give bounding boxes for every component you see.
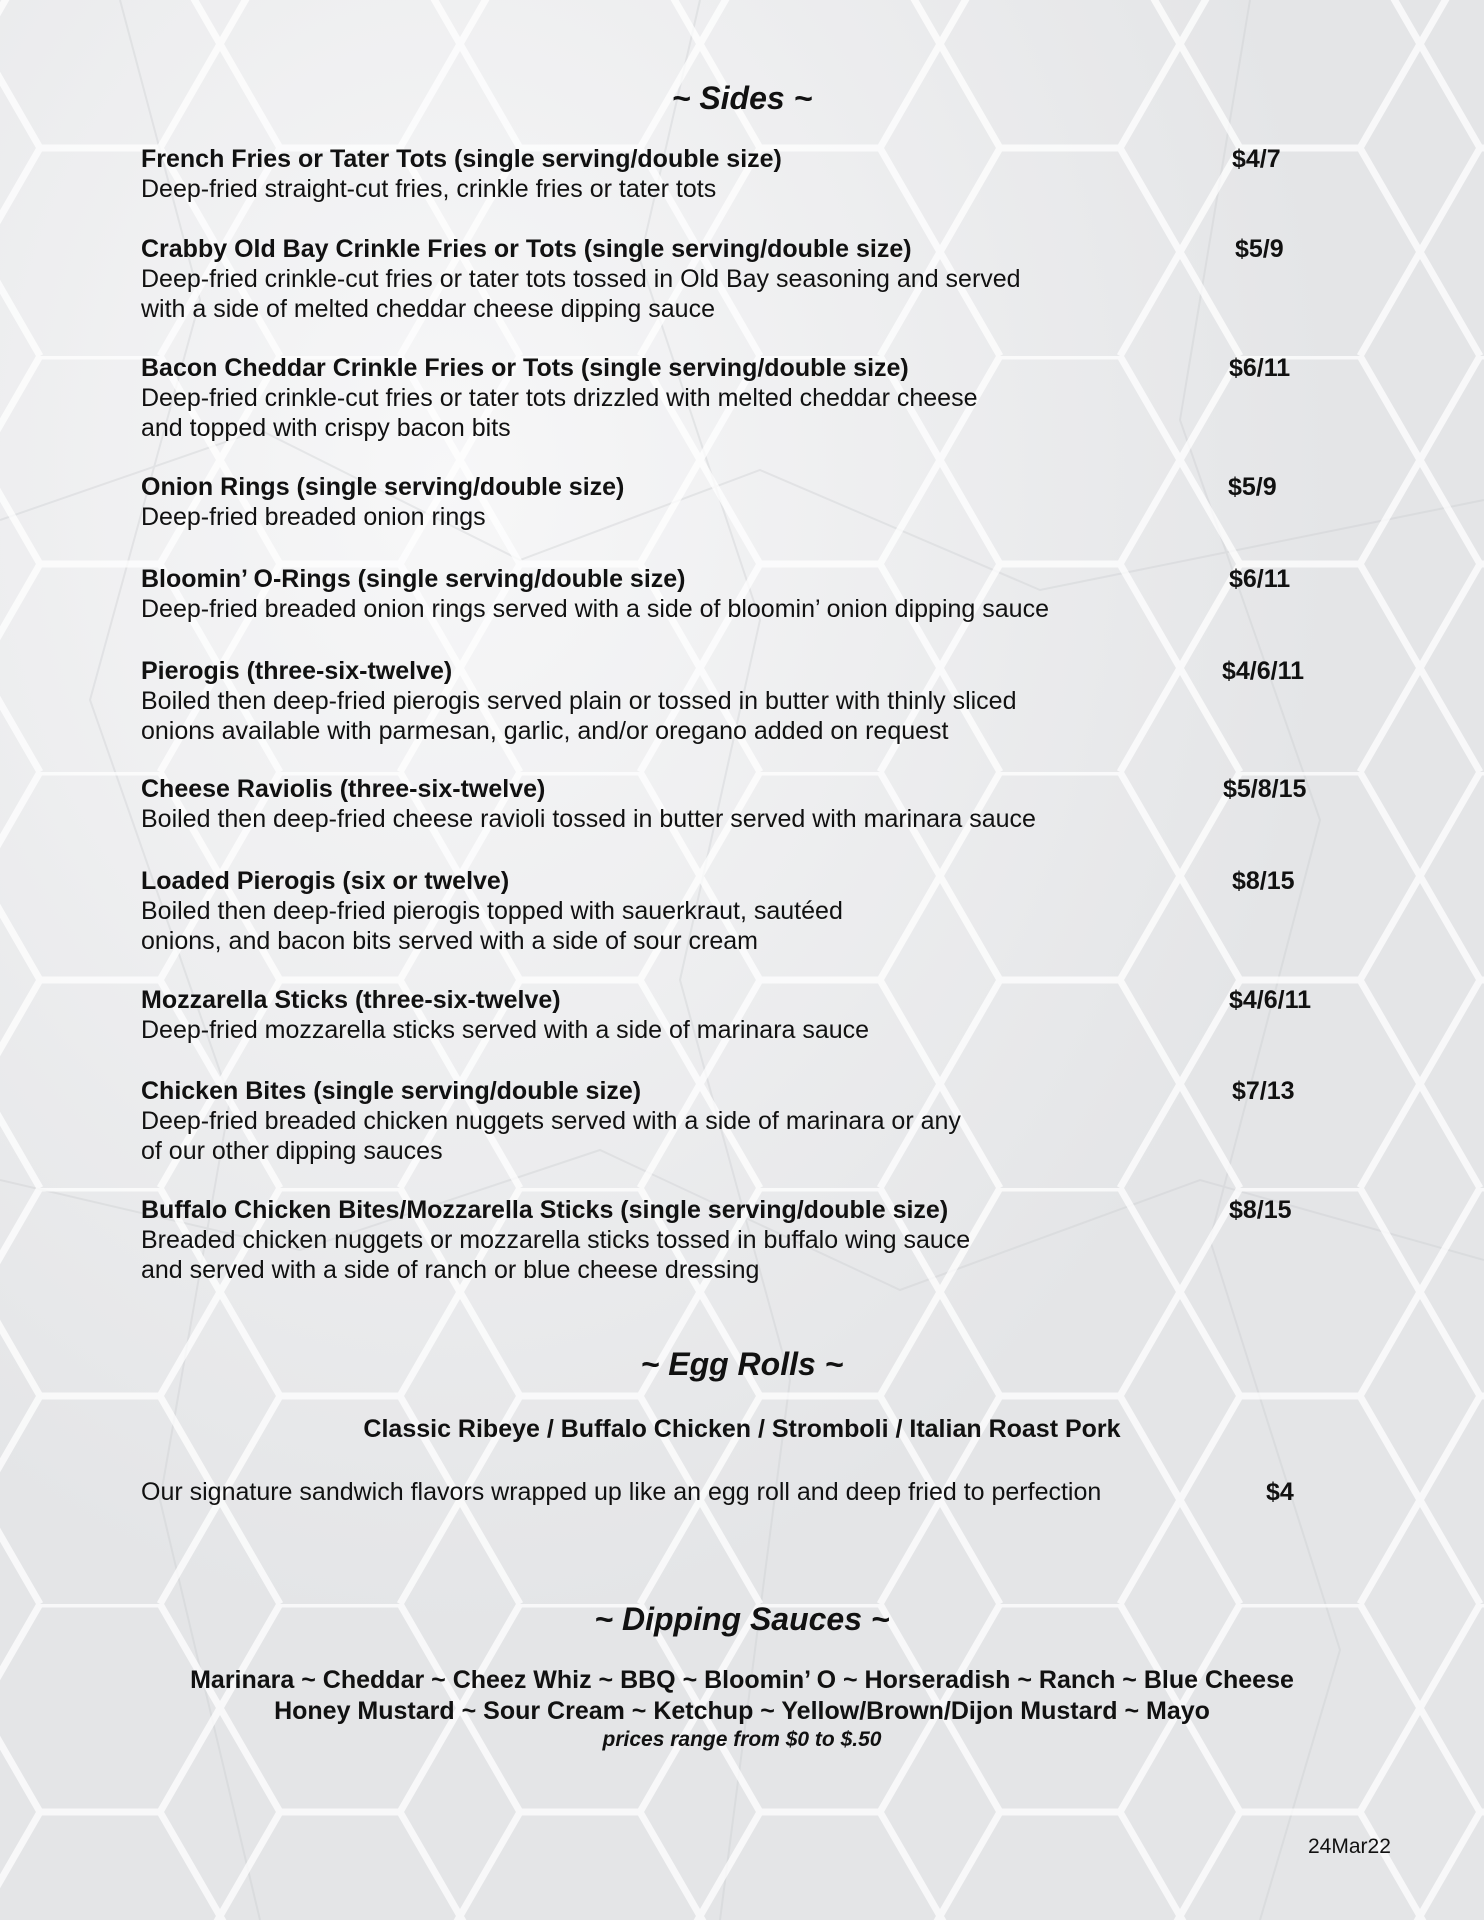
sauce-list-line-1: Marinara ~ Cheddar ~ Cheez Whiz ~ BBQ ~ Bloomin’ O ~ Horseradish ~ Ranch ~ Blue Cheese <box>190 1666 1294 1694</box>
menu-item <box>141 472 1341 532</box>
sauce-price-note: prices range from $0 to $.50 <box>602 1728 882 1751</box>
item-name: Bloomin’ O-Rings (single serving/double size) <box>141 565 686 593</box>
item-price: $4/7 <box>1232 145 1281 173</box>
item-name: Crabby Old Bay Crinkle Fries or Tots (single serving/double size) <box>141 235 912 263</box>
menu-item <box>141 234 1341 324</box>
item-price: $7/13 <box>1232 1077 1295 1105</box>
item-price: $4/6/11 <box>1229 986 1312 1014</box>
item-description: Boiled then deep-fried cheese ravioli tossed in butter served with marinara sauce <box>141 805 1036 833</box>
egg-roll-description: Our signature sandwich flavors wrapped up like an egg roll and deep fried to perfection <box>141 1478 1102 1506</box>
item-name: Buffalo Chicken Bites/Mozzarella Sticks (single serving/double size) <box>141 1196 949 1224</box>
item-name: Cheese Raviolis (three-six-twelve) <box>141 775 546 803</box>
item-description: Breaded chicken nuggets or mozzarella sticks tossed in buffalo wing sauce and served with a side of ranch or blue cheese dressing <box>141 1226 971 1284</box>
menu-item <box>141 1076 1341 1166</box>
menu-item <box>141 985 1341 1045</box>
item-name: Onion Rings (single serving/double size) <box>141 473 625 501</box>
menu-item <box>141 866 1341 956</box>
egg-rolls-title: ~ Egg Rolls ~ <box>640 1346 844 1382</box>
egg-roll-flavors: Classic Ribeye / Buffalo Chicken / Stromboli / Italian Roast Pork <box>363 1415 1121 1443</box>
item-name: Mozzarella Sticks (three-six-twelve) <box>141 986 561 1014</box>
item-name: Pierogis (three-six-twelve) <box>141 657 453 685</box>
item-price: $6/11 <box>1229 354 1291 382</box>
menu-item <box>141 564 1341 624</box>
item-description: Deep-fried straight-cut fries, crinkle fries or tater tots <box>141 175 717 203</box>
item-price: $5/8/15 <box>1223 775 1307 803</box>
item-price: $4/6/11 <box>1222 657 1305 685</box>
menu-item <box>141 1195 1341 1285</box>
item-price: $8/15 <box>1232 867 1295 895</box>
dipping-sauces-title: ~ Dipping Sauces ~ <box>594 1601 890 1637</box>
item-price: $5/9 <box>1228 473 1277 501</box>
menu-item <box>141 144 1341 204</box>
egg-roll-price: $4 <box>1266 1478 1294 1506</box>
item-description: Deep-fried mozzarella sticks served with a side of marinara sauce <box>141 1016 870 1044</box>
menu-date: 24Mar22 <box>1308 1835 1391 1858</box>
sides-title: ~ Sides ~ <box>671 80 813 116</box>
item-name: Chicken Bites (single serving/double size) <box>141 1077 642 1105</box>
menu-item <box>141 656 1341 746</box>
item-description: Deep-fried breaded chicken nuggets served with a side of marinara or any of our other dipping sauces <box>141 1107 961 1165</box>
item-description: Deep-fried breaded onion rings served with a side of bloomin’ onion dipping sauce <box>141 595 1049 623</box>
sauce-list-line-2: Honey Mustard ~ Sour Cream ~ Ketchup ~ Yellow/Brown/Dijon Mustard ~ Mayo <box>274 1697 1210 1725</box>
item-description: Boiled then deep-fried pierogis served plain or tossed in butter with thinly sliced onions available with parmesan, garlic, and/or oregano added on request <box>141 687 1017 745</box>
item-name: Loaded Pierogis (six or twelve) <box>141 867 510 895</box>
item-price: $6/11 <box>1229 565 1291 593</box>
item-name: Bacon Cheddar Crinkle Fries or Tots (single serving/double size) <box>141 354 909 382</box>
menu-item <box>141 353 1341 443</box>
menu-item <box>141 774 1341 834</box>
item-description: Deep-fried crinkle-cut fries or tater tots drizzled with melted cheddar cheese and topped with crispy bacon bits <box>141 384 978 442</box>
item-price: $8/15 <box>1229 1196 1292 1224</box>
item-description: Boiled then deep-fried pierogis topped with sauerkraut, sautéed onions, and bacon bits served with a side of sour cream <box>141 897 843 955</box>
item-name: French Fries or Tater Tots (single serving/double size) <box>141 145 782 173</box>
item-price: $5/9 <box>1235 235 1284 263</box>
item-description: Deep-fried crinkle-cut fries or tater tots tossed in Old Bay seasoning and served with a side of melted cheddar cheese dipping sauce <box>141 265 1021 323</box>
item-description: Deep-fried breaded onion rings <box>141 503 486 531</box>
